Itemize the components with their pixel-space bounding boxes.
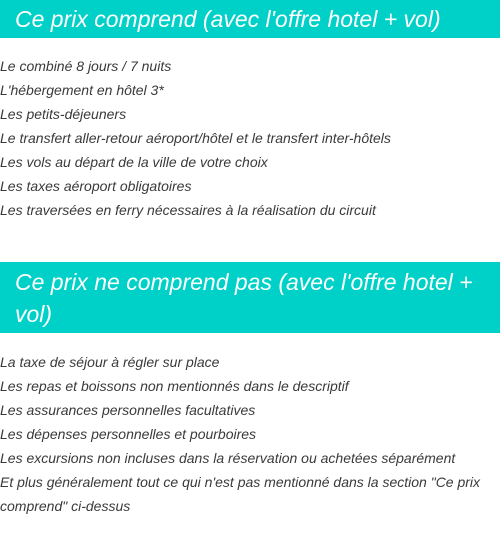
included-section-title: Ce prix comprend (avec l'offre hotel + vol) — [0, 0, 500, 38]
included-items-list — [0, 54, 500, 222]
included-item: L'hébergement en hôtel 3* — [0, 82, 164, 98]
included-item: Les vols au départ de la ville de votre choix — [0, 154, 268, 170]
included-item: Le transfert aller-retour aéroport/hôtel et le transfert inter-hôtels — [0, 130, 391, 146]
excluded-item: Les excursions non incluses dans la réservation ou achetées séparément — [0, 450, 456, 466]
included-item: Les traversées en ferry nécessaires à la réalisation du circuit — [0, 202, 376, 218]
excluded-item: Les repas et boissons non mentionnés dans le descriptif — [0, 378, 349, 394]
excluded-item: Les dépenses personnelles et pourboires — [0, 426, 257, 442]
included-item: Les taxes aéroport obligatoires — [0, 178, 192, 194]
excluded-item: Et plus généralement tout ce qui n'est pas mentionné dans la section "Ce prix comprend" ci-dessus — [0, 474, 481, 514]
included-item: Le combiné 8 jours / 7 nuits — [0, 58, 172, 74]
excluded-section-title: Ce prix ne comprend pas (avec l'offre hotel + vol) — [0, 262, 500, 333]
included-item: Les petits-déjeuners — [0, 106, 127, 122]
excluded-item: La taxe de séjour à régler sur place — [0, 354, 220, 370]
excluded-items-list — [0, 350, 500, 518]
excluded-item: Les assurances personnelles facultatives — [0, 402, 256, 418]
